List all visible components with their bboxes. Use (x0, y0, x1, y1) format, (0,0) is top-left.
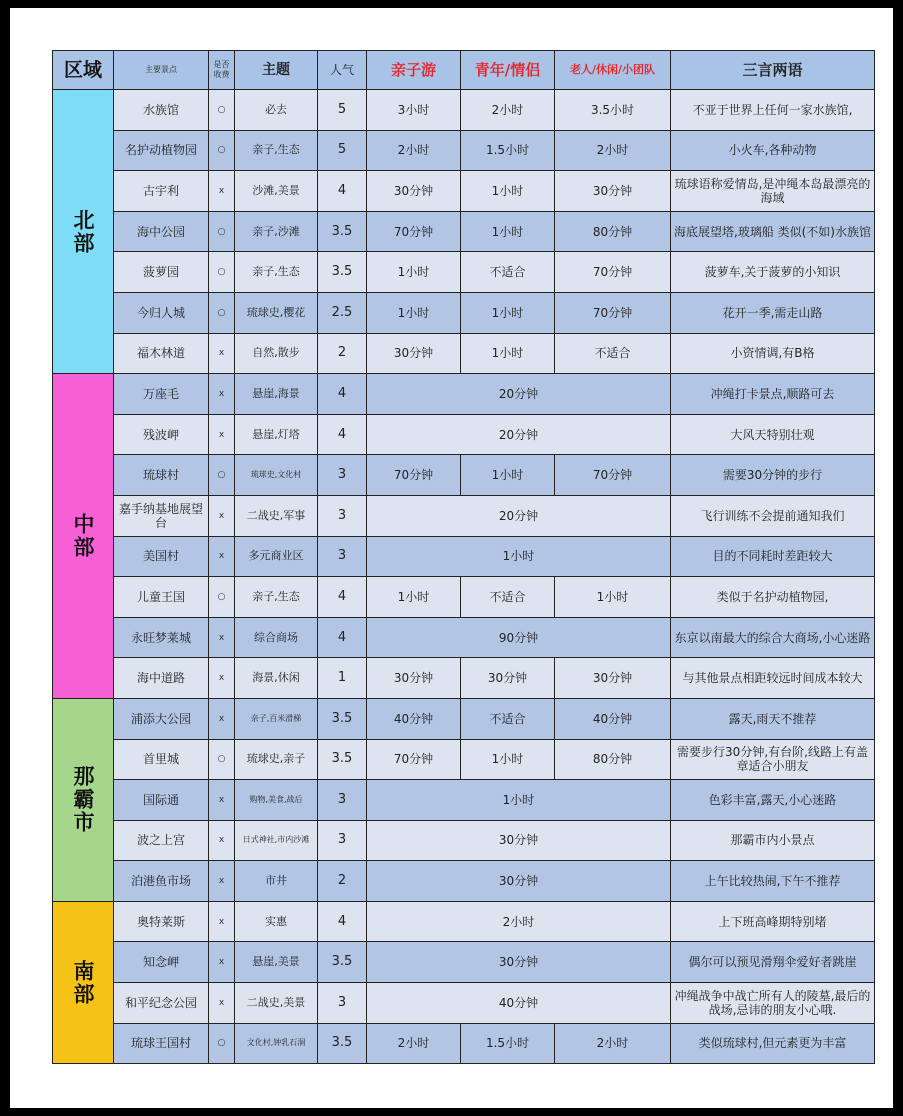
fee-cell: ○ (209, 455, 235, 496)
popularity-cell: 3 (318, 820, 367, 861)
theme-cell: 市井 (235, 861, 318, 902)
fee-cell: x (209, 333, 235, 374)
theme-cell: 悬崖,美景 (235, 942, 318, 983)
table-row (53, 861, 875, 902)
comment-cell: 小资情调,有B格 (671, 333, 875, 374)
header-spot: 主要景点 (114, 51, 209, 90)
fee-cell: ○ (209, 252, 235, 293)
theme-cell: 必去 (235, 90, 318, 131)
okinawa-spot-table (52, 50, 875, 1064)
duration-couple-cell: 1.5小时 (461, 1023, 555, 1064)
comment-cell: 菠萝车,关于菠萝的小知识 (671, 252, 875, 293)
fee-cell: x (209, 780, 235, 821)
duration-couple-cell: 不适合 (461, 577, 555, 618)
duration-couple-cell: 不适合 (461, 698, 555, 739)
spot-name-cell: 奥特莱斯 (114, 901, 209, 942)
spot-name-cell: 万座毛 (114, 374, 209, 415)
comment-cell: 目的不同耗时差距较大 (671, 536, 875, 577)
duration-family-cell: 30分钟 (367, 171, 461, 212)
theme-cell: 亲子,沙滩 (235, 211, 318, 252)
theme-cell: 日式神社,市内沙滩 (235, 820, 318, 861)
duration-family-cell: 1小时 (367, 577, 461, 618)
duration-elderly-cell: 70分钟 (555, 455, 671, 496)
table-row (53, 780, 875, 821)
comment-cell: 东京以南最大的综合大商场,小心迷路 (671, 617, 875, 658)
duration-couple-cell: 1小时 (461, 333, 555, 374)
popularity-cell: 3.5 (318, 252, 367, 293)
duration-family-cell: 70分钟 (367, 211, 461, 252)
comment-cell: 冲绳战争中战亡所有人的陵墓,最后的战场,忌讳的朋友小心哦. (671, 983, 875, 1024)
duration-elderly-cell: 80分钟 (555, 211, 671, 252)
duration-merged-cell: 20分钟 (367, 495, 671, 536)
theme-cell: 多元商业区 (235, 536, 318, 577)
duration-merged-cell: 30分钟 (367, 942, 671, 983)
theme-cell: 琉球史,亲子 (235, 739, 318, 780)
duration-merged-cell: 2小时 (367, 901, 671, 942)
header-region: 区域 (53, 51, 114, 90)
region-cell: 那霸市 (53, 698, 114, 901)
fee-cell: x (209, 983, 235, 1024)
duration-elderly-cell: 1小时 (555, 577, 671, 618)
table-row (53, 90, 875, 131)
duration-merged-cell: 30分钟 (367, 861, 671, 902)
theme-cell: 综合商场 (235, 617, 318, 658)
theme-cell: 亲子,生态 (235, 130, 318, 171)
spot-name-cell: 琉球村 (114, 455, 209, 496)
table-row (53, 942, 875, 983)
duration-family-cell: 70分钟 (367, 739, 461, 780)
fee-cell: ○ (209, 739, 235, 780)
header-family: 亲子游 (367, 51, 461, 90)
duration-elderly-cell: 不适合 (555, 333, 671, 374)
spot-name-cell: 福木林道 (114, 333, 209, 374)
fee-cell: ○ (209, 1023, 235, 1064)
fee-cell: x (209, 495, 235, 536)
spot-name-cell: 浦添大公园 (114, 698, 209, 739)
fee-cell: x (209, 658, 235, 699)
duration-family-cell: 2小时 (367, 1023, 461, 1064)
fee-cell: ○ (209, 90, 235, 131)
theme-cell: 自然,散步 (235, 333, 318, 374)
duration-elderly-cell: 80分钟 (555, 739, 671, 780)
spot-name-cell: 儿童王国 (114, 577, 209, 618)
popularity-cell: 4 (318, 901, 367, 942)
fee-cell: ○ (209, 577, 235, 618)
comment-cell: 海底展望塔,玻璃船 类似(不如)水族馆 (671, 211, 875, 252)
header-comment: 三言两语 (671, 51, 875, 90)
comment-cell: 小火车,各种动物 (671, 130, 875, 171)
popularity-cell: 3.5 (318, 1023, 367, 1064)
spot-name-cell: 古宇利 (114, 171, 209, 212)
spot-name-cell: 今归人城 (114, 292, 209, 333)
table-row (53, 414, 875, 455)
duration-elderly-cell: 2小时 (555, 130, 671, 171)
comment-cell: 飞行训练不会提前通知我们 (671, 495, 875, 536)
popularity-cell: 4 (318, 577, 367, 618)
duration-couple-cell: 1小时 (461, 455, 555, 496)
table-body (53, 90, 875, 1064)
popularity-cell: 5 (318, 130, 367, 171)
duration-couple-cell: 2小时 (461, 90, 555, 131)
spot-name-cell: 名护动植物园 (114, 130, 209, 171)
spot-name-cell: 国际通 (114, 780, 209, 821)
popularity-cell: 2.5 (318, 292, 367, 333)
comment-cell: 露天,雨天不推荐 (671, 698, 875, 739)
spot-name-cell: 和平纪念公园 (114, 983, 209, 1024)
duration-elderly-cell: 3.5小时 (555, 90, 671, 131)
comment-cell: 需要步行30分钟,有台阶,线路上有盖章适合小朋友 (671, 739, 875, 780)
comment-cell: 类似于名护动植物园, (671, 577, 875, 618)
duration-merged-cell: 1小时 (367, 536, 671, 577)
fee-cell: x (209, 617, 235, 658)
header-couple: 青年/情侣 (461, 51, 555, 90)
duration-elderly-cell: 70分钟 (555, 252, 671, 293)
fee-cell: x (209, 536, 235, 577)
theme-cell: 海景,休闲 (235, 658, 318, 699)
table-row (53, 333, 875, 374)
comment-cell: 需要30分钟的步行 (671, 455, 875, 496)
popularity-cell: 3 (318, 455, 367, 496)
table-row (53, 495, 875, 536)
header-theme: 主题 (235, 51, 318, 90)
popularity-cell: 3 (318, 495, 367, 536)
theme-cell: 琉球史,樱花 (235, 292, 318, 333)
fee-cell: x (209, 698, 235, 739)
spot-name-cell: 琉球王国村 (114, 1023, 209, 1064)
spot-name-cell: 首里城 (114, 739, 209, 780)
popularity-cell: 3 (318, 983, 367, 1024)
duration-family-cell: 1小时 (367, 292, 461, 333)
table-row (53, 252, 875, 293)
header-fee: 是否收费 (209, 51, 235, 90)
fee-cell: ○ (209, 292, 235, 333)
theme-cell: 悬崖,灯塔 (235, 414, 318, 455)
popularity-cell: 3.5 (318, 942, 367, 983)
header-elderly: 老人/休闲/小团队 (555, 51, 671, 90)
duration-merged-cell: 40分钟 (367, 983, 671, 1024)
duration-family-cell: 30分钟 (367, 658, 461, 699)
region-cell: 中部 (53, 374, 114, 699)
table-row (53, 617, 875, 658)
duration-family-cell: 3小时 (367, 90, 461, 131)
duration-couple-cell: 不适合 (461, 252, 555, 293)
spot-name-cell: 知念岬 (114, 942, 209, 983)
fee-cell: ○ (209, 211, 235, 252)
duration-elderly-cell: 30分钟 (555, 171, 671, 212)
duration-merged-cell: 20分钟 (367, 414, 671, 455)
popularity-cell: 1 (318, 658, 367, 699)
popularity-cell: 3 (318, 780, 367, 821)
table-row (53, 698, 875, 739)
duration-elderly-cell: 40分钟 (555, 698, 671, 739)
spot-name-cell: 菠萝园 (114, 252, 209, 293)
duration-family-cell: 2小时 (367, 130, 461, 171)
comment-cell: 不亚于世界上任何一家水族馆, (671, 90, 875, 131)
region-cell: 南部 (53, 901, 114, 1063)
comment-cell: 琉球语称爱情岛,是冲绳本岛最漂亮的海域 (671, 171, 875, 212)
table-row (53, 455, 875, 496)
comment-cell: 偶尔可以预见滑翔伞爱好者跳崖 (671, 942, 875, 983)
duration-elderly-cell: 2小时 (555, 1023, 671, 1064)
spot-name-cell: 海中公园 (114, 211, 209, 252)
table-row (53, 374, 875, 415)
header-popularity: 人气 (318, 51, 367, 90)
theme-cell: 亲子,生态 (235, 252, 318, 293)
comment-cell: 大风天特别壮观 (671, 414, 875, 455)
theme-cell: 亲子,百米滑梯 (235, 698, 318, 739)
table-row (53, 171, 875, 212)
fee-cell: x (209, 861, 235, 902)
duration-merged-cell: 90分钟 (367, 617, 671, 658)
theme-cell: 悬崖,海景 (235, 374, 318, 415)
spot-name-cell: 海中道路 (114, 658, 209, 699)
spot-name-cell: 美国村 (114, 536, 209, 577)
duration-elderly-cell: 30分钟 (555, 658, 671, 699)
theme-cell: 实惠 (235, 901, 318, 942)
table-row (53, 983, 875, 1024)
duration-couple-cell: 1小时 (461, 292, 555, 333)
duration-merged-cell: 1小时 (367, 780, 671, 821)
fee-cell: x (209, 374, 235, 415)
table-row (53, 536, 875, 577)
table-row (53, 292, 875, 333)
page-frame (10, 8, 893, 1108)
popularity-cell: 4 (318, 171, 367, 212)
fee-cell: ○ (209, 130, 235, 171)
duration-merged-cell: 30分钟 (367, 820, 671, 861)
theme-cell: 二战史,军事 (235, 495, 318, 536)
duration-couple-cell: 1小时 (461, 739, 555, 780)
fee-cell: x (209, 942, 235, 983)
popularity-cell: 3 (318, 536, 367, 577)
spot-name-cell: 泊港鱼市场 (114, 861, 209, 902)
header-row (53, 51, 875, 90)
duration-couple-cell: 1.5小时 (461, 130, 555, 171)
fee-cell: x (209, 820, 235, 861)
duration-couple-cell: 1小时 (461, 171, 555, 212)
popularity-cell: 5 (318, 90, 367, 131)
fee-cell: x (209, 901, 235, 942)
comment-cell: 上下班高峰期特别堵 (671, 901, 875, 942)
duration-family-cell: 40分钟 (367, 698, 461, 739)
fee-cell: x (209, 414, 235, 455)
duration-merged-cell: 20分钟 (367, 374, 671, 415)
spot-name-cell: 残波岬 (114, 414, 209, 455)
popularity-cell: 2 (318, 333, 367, 374)
popularity-cell: 4 (318, 374, 367, 415)
table-row (53, 820, 875, 861)
table-row (53, 739, 875, 780)
popularity-cell: 3.5 (318, 698, 367, 739)
duration-family-cell: 30分钟 (367, 333, 461, 374)
table-row (53, 1023, 875, 1064)
table-row (53, 658, 875, 699)
duration-couple-cell: 1小时 (461, 211, 555, 252)
comment-cell: 那霸市内小景点 (671, 820, 875, 861)
spot-name-cell: 水族馆 (114, 90, 209, 131)
itinerary-sheet (52, 50, 874, 1064)
comment-cell: 冲绳打卡景点,顺路可去 (671, 374, 875, 415)
fee-cell: x (209, 171, 235, 212)
comment-cell: 上午比较热闹,下午不推荐 (671, 861, 875, 902)
duration-family-cell: 70分钟 (367, 455, 461, 496)
popularity-cell: 3.5 (318, 211, 367, 252)
comment-cell: 花开一季,需走山路 (671, 292, 875, 333)
theme-cell: 沙滩,美景 (235, 171, 318, 212)
table-row (53, 577, 875, 618)
theme-cell: 琉球史,文化村 (235, 455, 318, 496)
popularity-cell: 3.5 (318, 739, 367, 780)
table-row (53, 901, 875, 942)
comment-cell: 类似琉球村,但元素更为丰富 (671, 1023, 875, 1064)
duration-couple-cell: 30分钟 (461, 658, 555, 699)
duration-elderly-cell: 70分钟 (555, 292, 671, 333)
spot-name-cell: 嘉手纳基地展望台 (114, 495, 209, 536)
popularity-cell: 2 (318, 861, 367, 902)
theme-cell: 文化村,钟乳石洞 (235, 1023, 318, 1064)
popularity-cell: 4 (318, 617, 367, 658)
spot-name-cell: 永旺梦莱城 (114, 617, 209, 658)
theme-cell: 二战史,美景 (235, 983, 318, 1024)
spot-name-cell: 波之上宫 (114, 820, 209, 861)
region-cell: 北部 (53, 90, 114, 374)
comment-cell: 与其他景点相距较远时间成本较大 (671, 658, 875, 699)
table-row (53, 130, 875, 171)
theme-cell: 购物,美食,战后 (235, 780, 318, 821)
duration-family-cell: 1小时 (367, 252, 461, 293)
theme-cell: 亲子,生态 (235, 577, 318, 618)
popularity-cell: 4 (318, 414, 367, 455)
comment-cell: 色彩丰富,露天,小心迷路 (671, 780, 875, 821)
table-row (53, 211, 875, 252)
